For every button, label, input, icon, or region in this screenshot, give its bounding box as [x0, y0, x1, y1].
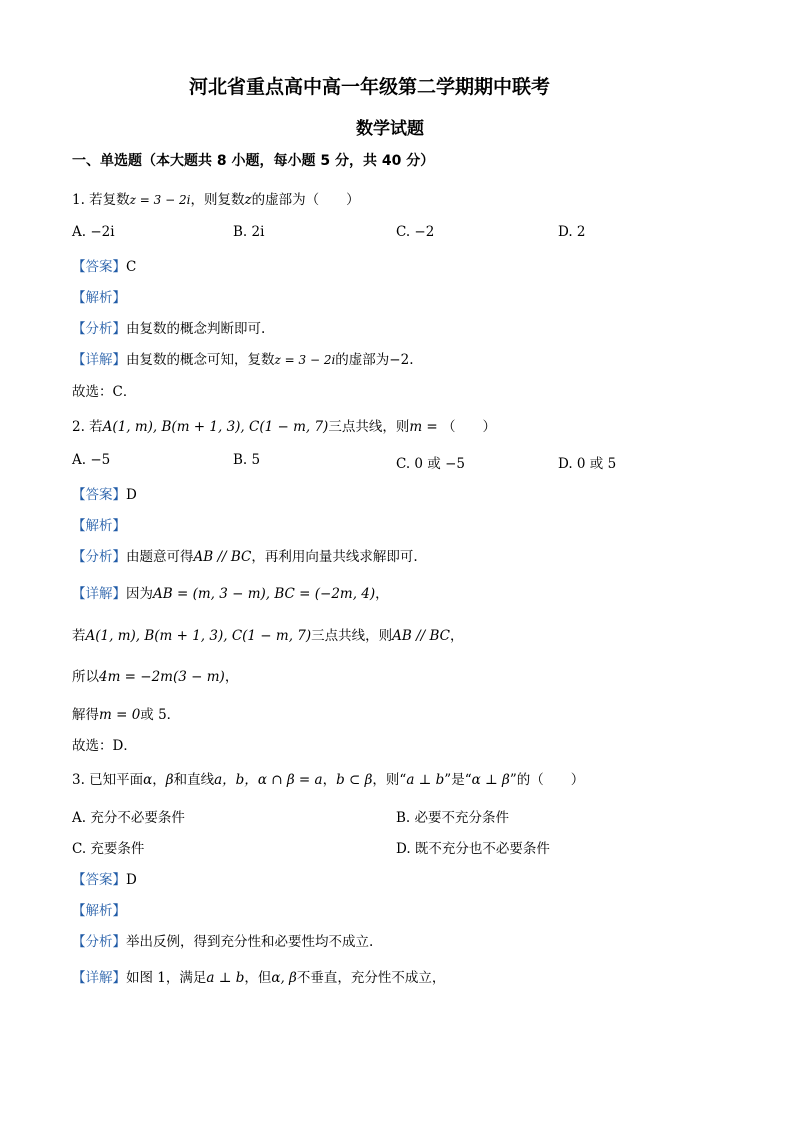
q2-fenxi-line [72, 545, 418, 565]
q2-stem-text-c: = （ ） [422, 419, 497, 435]
q1-analysis-tag: 【解析】 [72, 290, 126, 306]
q3-answer-value: D [126, 872, 137, 888]
q3-fenxi-tag: 【分析】 [72, 934, 126, 950]
q2-fenxi-math: AB // BC [193, 549, 252, 565]
q2-fenxi-text-a: 由题意可得 [126, 549, 194, 565]
q1-answer-line [72, 255, 136, 275]
question-1-stem [72, 188, 360, 208]
q2-answer-value: D [126, 487, 137, 503]
q2-detail-text-b: ， [375, 586, 389, 602]
q2-detail-line-3 [72, 665, 238, 685]
q3-option-d: D. 既不充分也不必要条件 [396, 841, 550, 857]
q1-detail-text-b: 的虚部为 [335, 352, 390, 368]
q2-line4-text-a: 解得 [72, 707, 99, 723]
q2-stem-m: m [409, 419, 423, 435]
question-3-stem [72, 768, 584, 788]
page-title: 河北省重点高中高一年级第二学期期中联考 [189, 76, 551, 98]
q3-stem-text-e: ，则“ [372, 772, 407, 788]
q3-stem-ab: a，b， [214, 772, 258, 788]
q3-stem-beta: β [165, 772, 174, 788]
q1-option-a: A. −2i [72, 224, 115, 240]
q2-fenxi-tag: 【分析】 [72, 549, 126, 565]
q2-answer-tag: 【答案】 [72, 487, 126, 503]
q2-detail-text-a: 因为 [126, 586, 153, 602]
page-subtitle: 数学试题 [356, 119, 424, 139]
q1-option-d: D. 2 [558, 224, 586, 240]
q1-option-b: B. 2i [233, 224, 265, 240]
q2-analysis-tag: 【解析】 [72, 518, 126, 534]
q1-stem-text-b: ，则复数 [190, 192, 245, 208]
q2-line3-text-a: 所以 [72, 669, 99, 685]
q2-option-b: B. 5 [233, 452, 261, 468]
q3-fenxi-text: 举出反例，得到充分性和必要性均不成立. [126, 934, 374, 950]
q3-option-c: C. 充要条件 [72, 841, 145, 857]
q2-line4-text-b: 或 5． [140, 707, 181, 723]
q3-stem-text-g: ”的（ ） [509, 772, 585, 788]
q3-option-b: B. 必要不充分条件 [396, 810, 510, 826]
q3-option-a: A. 充分不必要条件 [72, 810, 185, 826]
q3-detail-line [72, 966, 445, 986]
q3-detail-math: a ⊥ b [206, 970, 245, 986]
q3-stem-text-d: ， [322, 772, 337, 788]
q3-detail-tag: 【详解】 [72, 970, 126, 986]
q2-stem-text-a: 2. 若 [72, 419, 103, 435]
q2-stem-math: A(1, m), B(m + 1, 3), C(1 − m, 7) [102, 419, 329, 435]
q2-stem-text-b: 三点共线，则 [328, 419, 410, 435]
q1-detail-text-d: . [409, 352, 414, 368]
q1-fenxi-tag: 【分析】 [72, 321, 126, 337]
q2-line4-math: m = 0 [99, 707, 141, 723]
q3-stem-text-b: ， [152, 772, 166, 788]
q3-stem-alpha: α [143, 772, 153, 788]
q2-line2-math2: AB // BC [392, 628, 451, 644]
q2-detail-line [72, 582, 389, 602]
q1-answer-value: C [126, 259, 137, 275]
q3-stem-text-c: 和直线 [173, 772, 215, 788]
q2-detail-line-4 [72, 703, 180, 723]
q3-answer-line [72, 868, 137, 888]
q1-option-c: C. −2 [396, 224, 435, 240]
question-2-stem [72, 415, 496, 435]
q2-line3-math: 4m = −2m(3 − m) [99, 669, 225, 685]
q1-detail-text-a: 由复数的概念可知，复数 [126, 352, 275, 368]
q1-stem-text-a: 1. 若复数 [72, 192, 130, 208]
q2-choice: 故选：D． [72, 738, 137, 754]
q2-line2-text-b: 三点共线，则 [311, 628, 393, 644]
q2-fenxi-text-b: ，再利用向量共线求解即可. [251, 549, 418, 565]
q1-answer-tag: 【答案】 [72, 259, 126, 275]
q3-analysis-tag: 【解析】 [72, 903, 126, 919]
q2-option-a: A. −5 [72, 452, 111, 468]
q3-stem-rel4: α ⊥ β [471, 772, 510, 788]
q2-line2-text-c: ， [450, 628, 464, 644]
q1-fenxi-text: 由复数的概念判断即可. [126, 321, 266, 337]
section-heading-single-choice: 一、单选题（本大题共 8 小题，每小题 5 分，共 40 分） [72, 153, 435, 169]
q1-detail-line [72, 348, 414, 368]
q2-detail-line-2 [72, 624, 464, 644]
q1-stem-text-c: 的虚部为（ ） [251, 192, 360, 208]
q3-stem-rel1: α ∩ β = a [257, 772, 323, 788]
q3-fenxi-line [72, 930, 373, 950]
q3-detail-text-b: ，但 [244, 970, 272, 986]
q1-choice: 故选：C． [72, 384, 137, 400]
q3-answer-tag: 【答案】 [72, 872, 126, 888]
q2-option-c: C. 0 或 −5 [396, 456, 466, 472]
q3-detail-text-a: 如图 1，满足 [126, 970, 207, 986]
q3-stem-rel2: b ⊂ β [336, 772, 373, 788]
q2-line2-math: A(1, m), B(m + 1, 3), C(1 − m, 7) [85, 628, 312, 644]
q2-option-d: D. 0 或 5 [558, 456, 617, 472]
q2-detail-math: AB = (m, 3 − m), BC = (−2m, 4) [153, 586, 376, 602]
q1-stem-math-z2: z [244, 192, 252, 208]
q3-detail-text-c: 不垂直，充分性不成立， [296, 970, 446, 986]
q2-line2-text-a: 若 [72, 628, 86, 644]
q2-answer-line [72, 483, 137, 503]
q3-stem-text-f: ”是“ [444, 772, 472, 788]
q3-detail-math2: α, β [271, 970, 297, 986]
q3-stem-rel3: a ⊥ b [406, 772, 445, 788]
q1-fenxi-line [72, 317, 265, 337]
q2-detail-tag: 【详解】 [72, 586, 126, 602]
q1-stem-math-z: z = 3 − 2i [129, 193, 191, 207]
q1-detail-math: z = 3 − 2i [274, 353, 336, 367]
q3-stem-text-a: 3. 已知平面 [72, 772, 144, 788]
q1-detail-text-c: −2 [389, 352, 410, 368]
q1-detail-tag: 【详解】 [72, 352, 126, 368]
q2-line3-text-b: ， [224, 669, 239, 685]
